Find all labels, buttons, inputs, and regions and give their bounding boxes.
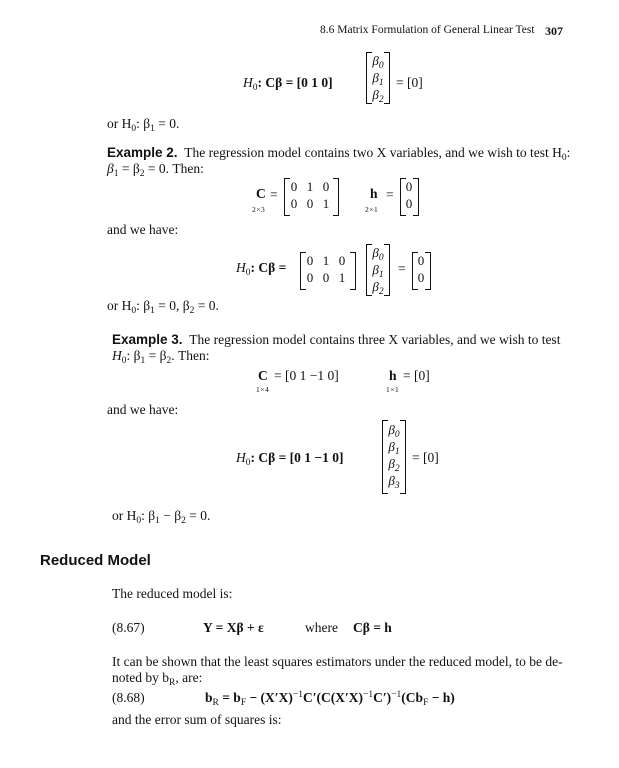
example2-and-we-have: and we have: bbox=[107, 222, 179, 237]
example3-h-row: = [0] bbox=[403, 368, 430, 383]
example3-C-row: = [0 1 −1 0] bbox=[274, 368, 339, 383]
rhs-cell: 0 bbox=[417, 270, 425, 285]
eq-8-67-number: (8.67) bbox=[112, 620, 145, 635]
example3-label: Example 3. bbox=[112, 332, 183, 347]
example3-h-dim: 1×1 bbox=[386, 385, 400, 394]
h-cell: 0 bbox=[405, 179, 413, 194]
example2-label: Example 2. bbox=[107, 145, 178, 160]
example2-h-equals: = bbox=[386, 187, 394, 202]
example2-eq-beta0: $\beta_0$ bbox=[372, 245, 384, 263]
example2-eq-C-bracket-right bbox=[350, 252, 356, 290]
example3-h-label: h bbox=[389, 368, 397, 383]
example3-and-we-have: and we have: bbox=[107, 402, 179, 417]
h-cell: 0 bbox=[405, 196, 413, 211]
example2-eq-beta2: $\beta_2$ bbox=[372, 279, 384, 297]
C-cell: 1 bbox=[322, 253, 330, 268]
example3-eq-lhs: $H_0$: Cβ = [0 1 −1 0] bbox=[236, 450, 344, 468]
C-cell: 0 bbox=[306, 196, 314, 211]
example3-eq-beta1: $\beta_1$ bbox=[388, 439, 400, 457]
eq1-beta2: $\beta_2$ bbox=[372, 87, 384, 105]
reduced-intro: The reduced model is: bbox=[112, 586, 233, 601]
example1-or-line: or $H_0$: $\beta_1 = 0$. bbox=[107, 116, 180, 134]
example2-eq-beta1: $\beta_1$ bbox=[372, 262, 384, 280]
section-heading-reduced-model: Reduced Model bbox=[40, 552, 151, 569]
example3-eq-rhs: = [0] bbox=[412, 450, 439, 465]
example3-paragraph-line1: Example 3. The regression model contains three X variables, and we wish to test bbox=[112, 332, 561, 347]
C-cell: 0 bbox=[306, 270, 314, 285]
C-cell: 1 bbox=[322, 196, 330, 211]
eq1-beta0: $\beta_0$ bbox=[372, 53, 384, 71]
C-cell: 0 bbox=[290, 196, 298, 211]
example3-eq-beta2: $\beta_2$ bbox=[388, 456, 400, 474]
eq-8-67: Y = Xβ + ε bbox=[203, 620, 264, 635]
C-cell: 0 bbox=[290, 179, 298, 194]
example3-eq-beta0: $\beta_0$ bbox=[388, 422, 400, 440]
example3-paragraph-line2: $H_0$: $\beta_1 = \beta_2$. Then: bbox=[112, 348, 210, 366]
example2-paragraph-line2: $\beta_1 = \beta_2 = 0$. Then: bbox=[107, 161, 204, 179]
eq1-beta1: $\beta_1$ bbox=[372, 70, 384, 88]
C-cell: 1 bbox=[338, 270, 346, 285]
eq-8-67-condition: Cβ = h bbox=[353, 620, 392, 635]
C-cell: 1 bbox=[306, 179, 314, 194]
C-cell: 0 bbox=[338, 253, 346, 268]
example2-h-label: h bbox=[370, 186, 378, 201]
example2-h-dim: 2×1 bbox=[365, 205, 379, 214]
example2-C-bracket-right bbox=[333, 178, 339, 216]
eq1-rhs: = [0] bbox=[396, 75, 423, 90]
eq1-lhs: H bbox=[243, 75, 253, 90]
example2-eq-equals: = bbox=[398, 261, 406, 276]
C-cell: 0 bbox=[322, 179, 330, 194]
reduced-paragraph-line2: noted by $b_R$, are: bbox=[112, 670, 203, 688]
example2-or-line: or $H_0$: $\beta_1 = 0$, $\beta_2 = 0$. bbox=[107, 298, 219, 316]
example3-C-label: C bbox=[258, 368, 268, 383]
example2-C-label: C bbox=[256, 186, 266, 201]
reduced-paragraph-line1: It can be shown that the least squares estimators under the reduced model, to be de- bbox=[112, 654, 563, 669]
example2-C-dim: 2×3 bbox=[252, 205, 266, 214]
example3-eq-beta3: $\beta_3$ bbox=[388, 473, 400, 491]
rhs-cell: 0 bbox=[417, 253, 425, 268]
example3-C-dim: 1×4 bbox=[256, 385, 270, 394]
eq-8-68-number: (8.68) bbox=[112, 690, 145, 705]
example2-paragraph-line1: Example 2. The regression model contains two X variables, and we wish to test $H_0$: bbox=[107, 145, 571, 163]
reduced-closing: and the error sum of squares is: bbox=[112, 712, 282, 727]
C-cell: 0 bbox=[322, 270, 330, 285]
C-cell: 0 bbox=[306, 253, 314, 268]
example2-C-equals: = bbox=[270, 187, 278, 202]
running-title: 8.6 Matrix Formulation of General Linear Test bbox=[320, 24, 535, 36]
eq1-lhs-sub: 0 bbox=[252, 83, 258, 93]
example3-or-line: or $H_0$: $\beta_1 - \beta_2 = 0$. bbox=[112, 508, 211, 526]
page-number: 307 bbox=[545, 24, 563, 38]
eq-8-67-where: where bbox=[305, 620, 338, 635]
example2-eq-lhs: $H_0$: Cβ = bbox=[236, 260, 287, 278]
eq-8-68: $b_R = b_F - (X'X)^{-1}C'(C(X'X)^{-1}C')^{-1}(Cb_F - h)$ bbox=[205, 690, 455, 708]
eq1-lhs-rest: : Cβ = [0 1 0] bbox=[257, 75, 333, 90]
